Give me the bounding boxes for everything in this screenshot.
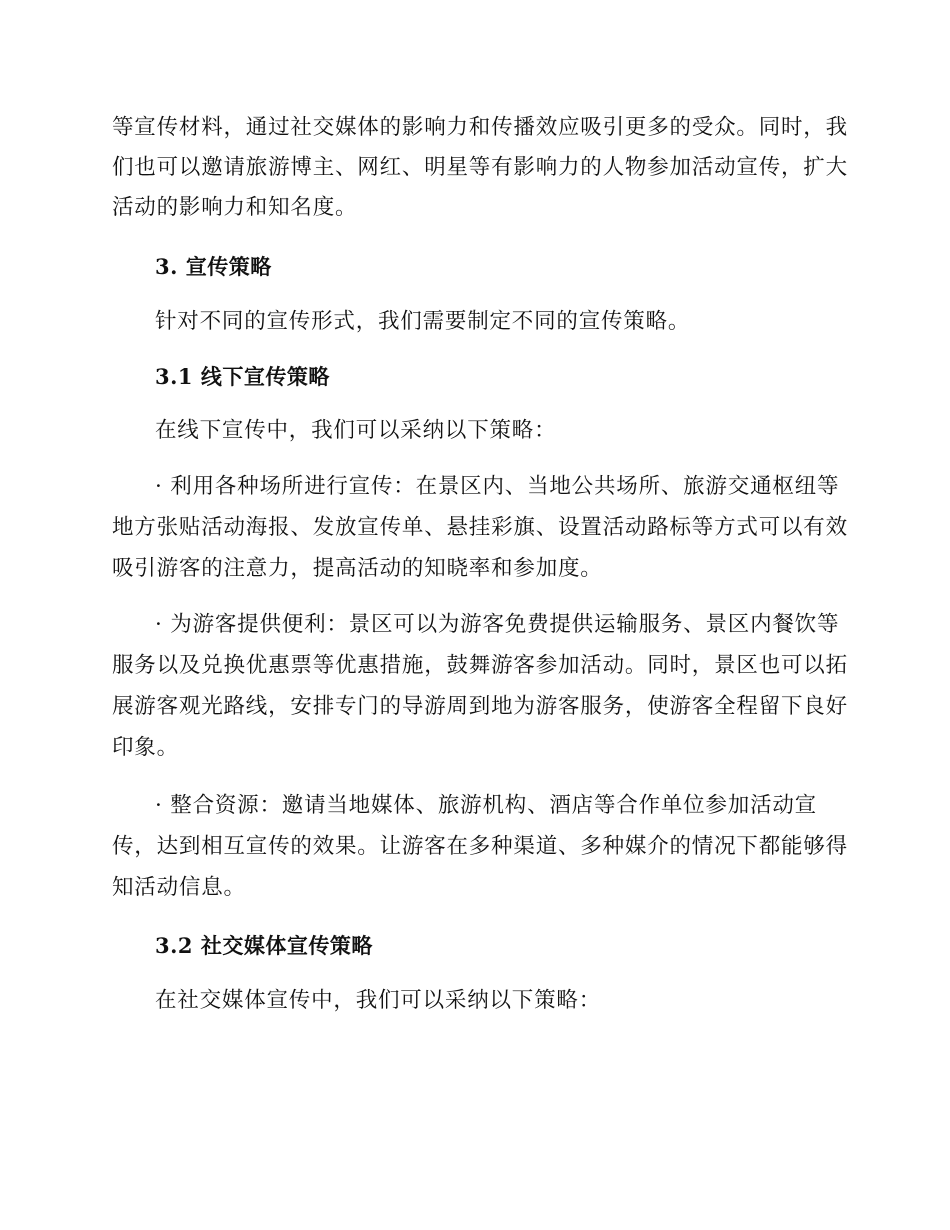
- paragraph-social-intro: 在社交媒体宣传中，我们可以采纳以下策略：: [155, 988, 602, 1013]
- bullet-line: 印象。: [112, 735, 179, 760]
- paragraph-line: 们也可以邀请旅游博主、网红、明星等有影响力的人物参加活动宣传，扩大: [112, 155, 848, 180]
- bullet-line: 知活动信息。: [112, 875, 246, 900]
- bullet-line: · 整合资源：邀请当地媒体、旅游机构、酒店等合作单位参加活动宣: [155, 793, 817, 818]
- paragraph-strategy-intro: 针对不同的宣传形式，我们需要制定不同的宣传策略。: [155, 309, 691, 334]
- bullet-line: · 为游客提供便利：景区可以为游客免费提供运输服务、景区内餐饮等: [155, 612, 840, 637]
- section-heading-3-1: 3.1 线下宣传策略: [155, 364, 330, 389]
- section-heading-3: 3. 宣传策略: [155, 254, 272, 279]
- bullet-line: 服务以及兑换优惠票等优惠措施，鼓舞游客参加活动。同时，景区也可以拓: [112, 653, 848, 678]
- paragraph-line: 活动的影响力和知名度。: [112, 195, 358, 220]
- bullet-line: 吸引游客的注意力，提高活动的知晓率和参加度。: [112, 556, 603, 581]
- paragraph-line: 等宣传材料，通过社交媒体的影响力和传播效应吸引更多的受众。同时，我: [112, 115, 848, 140]
- bullet-line: 地方张贴活动海报、发放宣传单、悬挂彩旗、设置活动路标等方式可以有效: [112, 515, 848, 540]
- bullet-line: 传，达到相互宣传的效果。让游客在多种渠道、多种媒介的情况下都能够得: [112, 834, 848, 859]
- section-heading-3-2: 3.2 社交媒体宣传策略: [155, 933, 373, 958]
- paragraph-offline-intro: 在线下宣传中，我们可以采纳以下策略：: [155, 418, 557, 443]
- bullet-line: 展游客观光路线，安排专门的导游周到地为游客服务，使游客全程留下良好: [112, 694, 848, 719]
- bullet-line: · 利用各种场所进行宣传：在景区内、当地公共场所、旅游交通枢纽等: [155, 474, 840, 499]
